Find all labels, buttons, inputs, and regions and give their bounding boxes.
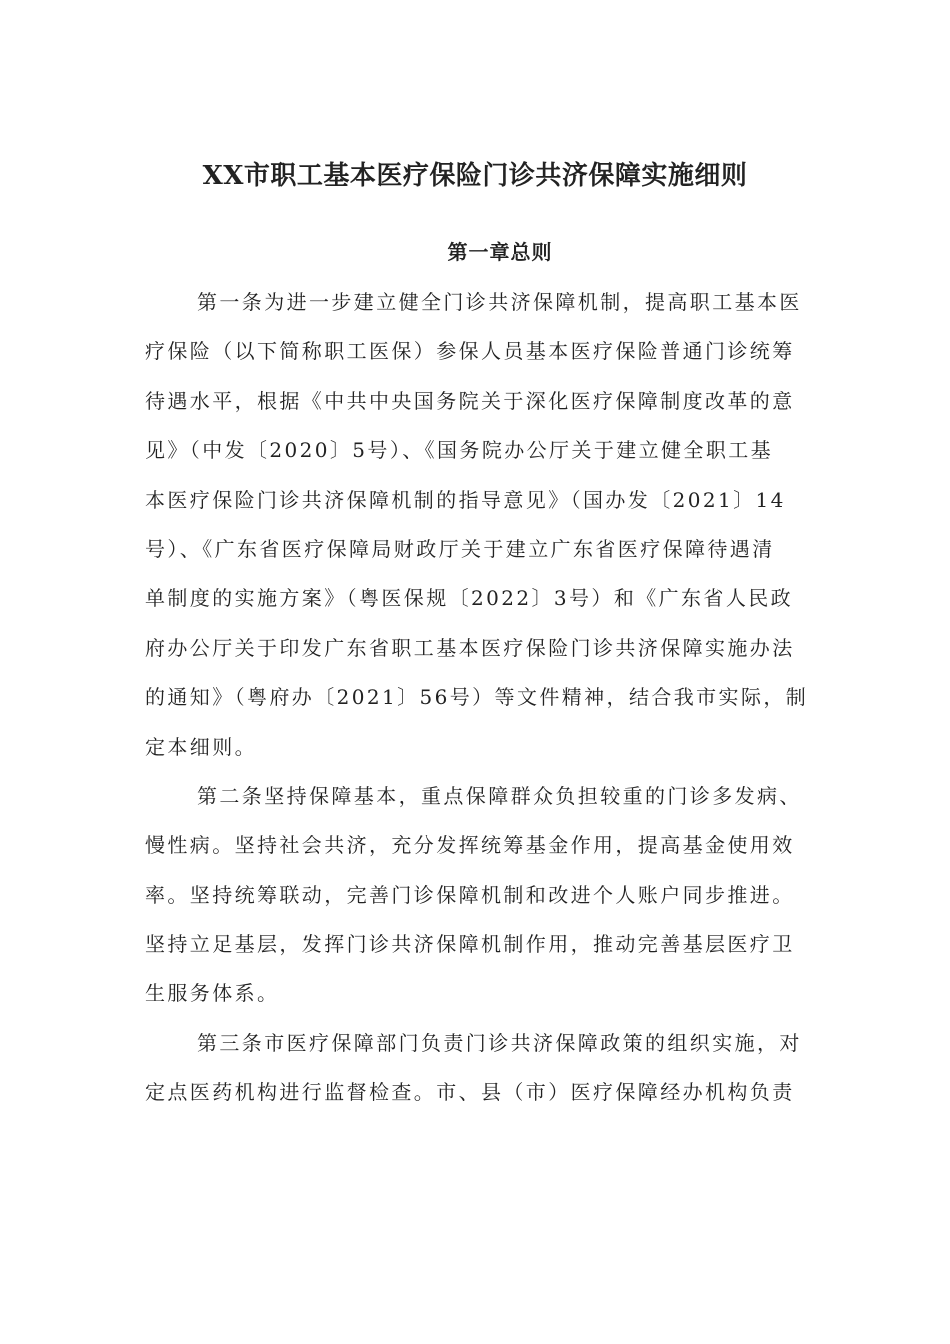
text-line: 定点医药机构进行监督检查。市、县（市）医疗保障经办机构负责 [145,1080,795,1105]
text-line: 慢性病。坚持社会共济，充分发挥统筹基金作用，提高基金使用效 [145,833,795,858]
text-line: 定本细则。 [145,734,257,759]
text-line: 生服务体系。 [145,981,280,1006]
text-line: 第一条为进一步建立健全门诊共济保障机制，提高职工基本医 [197,290,802,314]
text-line: 见》（中发〔2020〕5号）、《国务院办公厅关于建立健全职工基 [145,438,774,463]
text-line: 的通知》（粤府办〔2021〕56号）等文件精神，结合我市实际，制 [145,685,809,710]
chapter-heading: 第一章总则 [447,240,553,264]
text-line: 疗保险（以下简称职工医保）参保人员基本医疗保险普通门诊统筹 [145,339,795,364]
article-1-paragraph [145,282,809,776]
text-line: 待遇水平，根据《中共中央国务院关于深化医疗保障制度改革的意 [145,388,795,413]
text-line: 坚持立足基层，发挥门诊共济保障机制作用，推动完善基层医疗卫 [145,932,795,957]
text-line: 率。坚持统筹联动，完善门诊保障机制和改进个人账户同步推进。 [145,882,795,907]
text-line: 单制度的实施方案》（粤医保规〔2022〕3号）和《广东省人民政 [145,586,794,611]
article-2-paragraph [145,776,800,1023]
article-3-paragraph [145,1023,800,1122]
text-line: 府办公厅关于印发广东省职工基本医疗保险门诊共济保障实施办法 [145,635,795,660]
text-line: 第三条市医疗保障部门负责门诊共济保障政策的组织实施，对 [197,1030,802,1055]
document-body [145,282,809,1122]
text-line: 第二条坚持保障基本，重点保障群众负担较重的门诊多发病、 [197,783,802,808]
text-line: 号）、《广东省医疗保障局财政厅关于建立广东省医疗保障待遇清 [145,536,775,561]
text-line: 本医疗保险门诊共济保障机制的指导意见》（国办发〔2021〕14 [145,487,786,512]
document-title: XX市职工基本医疗保险门诊共济保障实施细则 [202,161,748,191]
